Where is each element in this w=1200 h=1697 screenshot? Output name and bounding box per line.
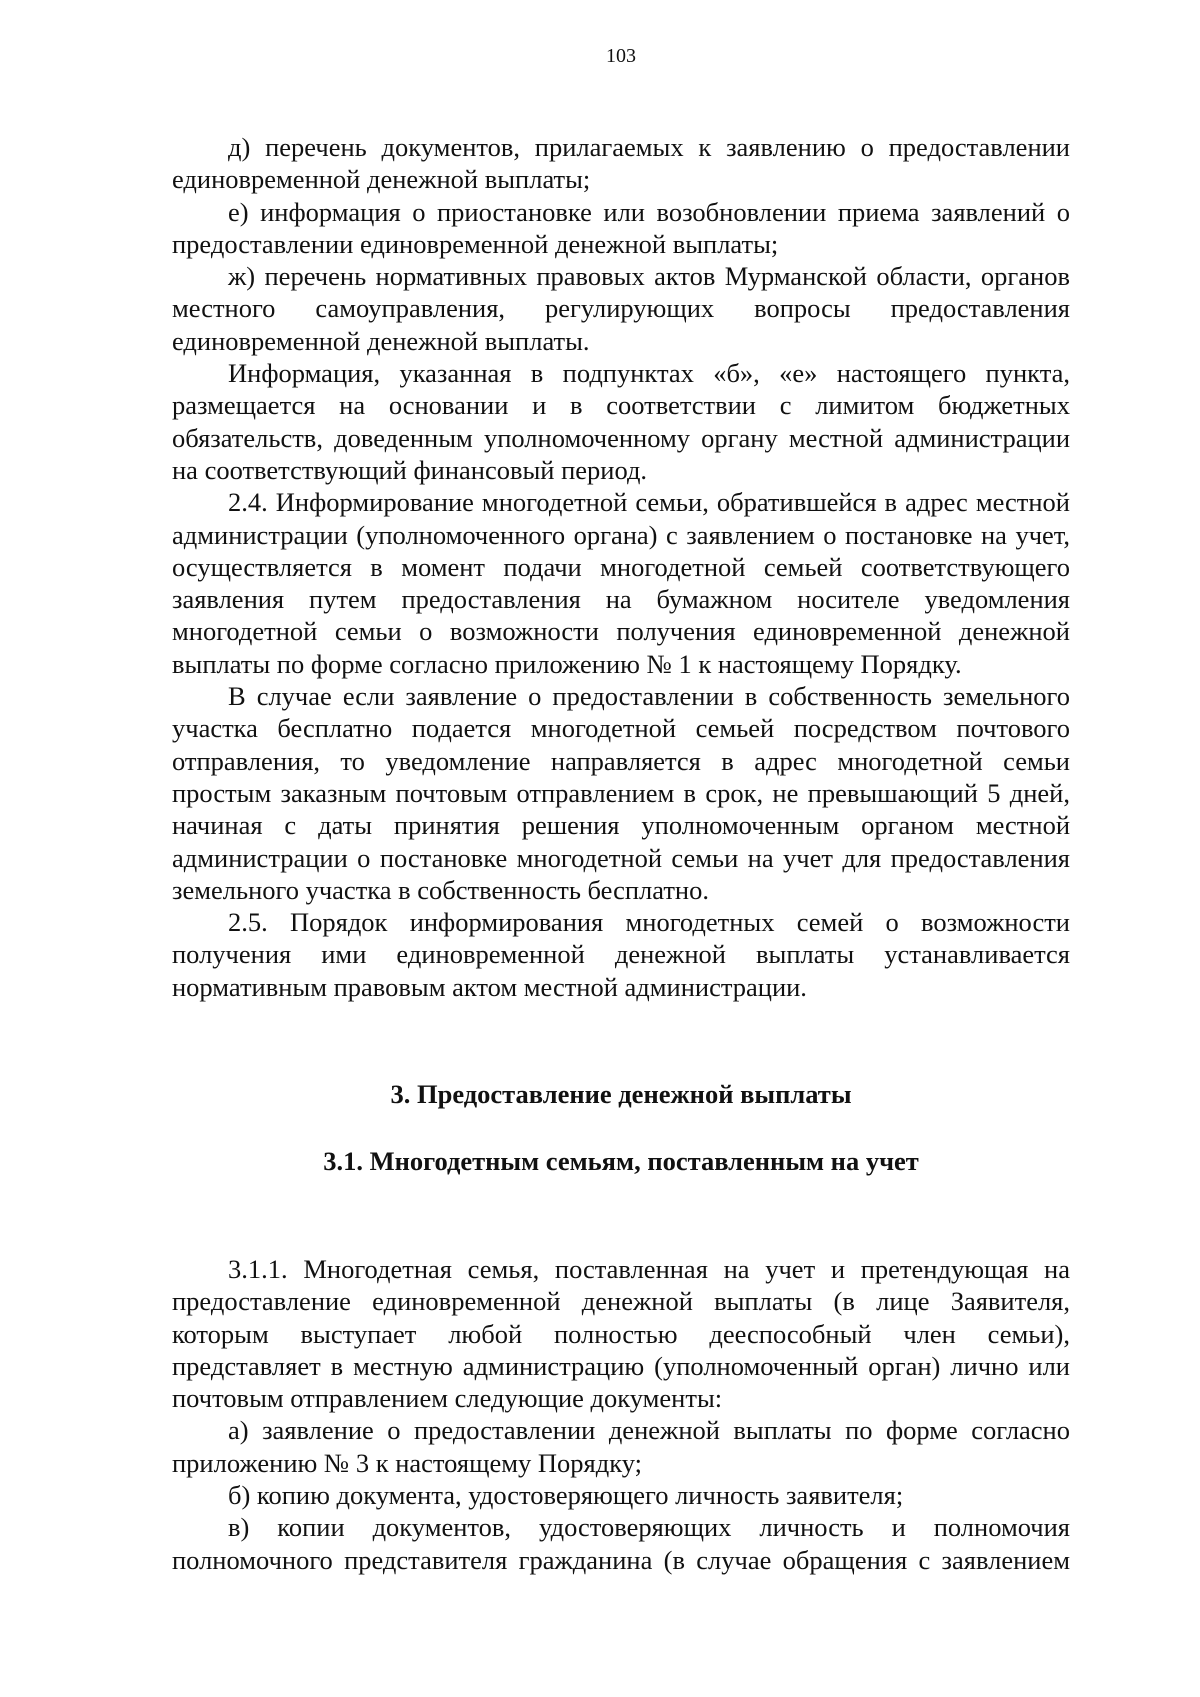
paragraph-item-b: б) копию документа, удостоверяющего личность заявителя; bbox=[228, 1480, 904, 1511]
text-block-top bbox=[172, 131, 1070, 1003]
paragraph-postal-case: В случае если заявление о предоставлении в собственность земельного участка бесплатно подается многодетной семьей посредством почтового отправления, то уведомление направляется в адрес многодетной семьи простым заказным почтовым отправлением в срок, не превышающий 5 дней, начиная с даты принятия решения уполномоченным органом местной администрации о постановке многодетной семьи на учет для предоставления земельного участка в собственность бесплатно. bbox=[172, 681, 1070, 905]
paragraph-2-5: 2.5. Порядок информирования многодетных семей о возможности получения ими единовременной денежной выплаты устанавливается нормативным правовым актом местной администрации. bbox=[172, 907, 1070, 1002]
page-number: 103 bbox=[606, 45, 636, 67]
paragraph-item-e: е) информация о приостановке или возобновлении приема заявлений о предоставлении единовременной денежной выплаты; bbox=[172, 196, 1070, 259]
paragraph-2-4: 2.4. Информирование многодетной семьи, обратившейся в адрес местной администрации (уполномоченного органа) с заявлением о постановке на учет, осуществляется в момент подачи многодетной семьей соответствующего заявления путем предоставления на бумажном носителе уведомления многодетной семьи о возможности получения единовременной денежной выплаты по форме согласно приложению № 1 к настоящему Порядку. bbox=[172, 487, 1070, 679]
paragraph-item-v: в) копии документов, удостоверяющих личность и полномочия полномочного представителя гражданина (в случае обращения с заявлением bbox=[172, 1512, 1070, 1575]
subsection-heading: 3.1. Многодетным семьям, поставленным на учет bbox=[323, 1146, 919, 1176]
text-block-bottom bbox=[172, 1253, 1070, 1576]
paragraph-3-1-1: 3.1.1. Многодетная семья, поставленная на учет и претендующая на предоставление единовременной денежной выплаты (в лице Заявителя, которым выступает любой полностью дееспособный член семьи), представляет в местную администрацию (уполномоченный орган) лично или почтовым отправлением следующие документы: bbox=[172, 1254, 1070, 1414]
paragraph-item-a: а) заявление о предоставлении денежной выплаты по форме согласно приложению № 3 к настоящему Порядку; bbox=[172, 1415, 1070, 1478]
paragraph-item-d: д) перечень документов, прилагаемых к заявлению о предоставлении единовременной денежной выплаты; bbox=[172, 132, 1070, 195]
paragraph-item-zh: ж) перечень нормативных правовых актов Мурманской области, органов местного самоуправления, регулирующих вопросы предоставления единовременной денежной выплаты. bbox=[172, 261, 1070, 356]
paragraph-information-note: Информация, указанная в подпунктах «б», «е» настоящего пункта, размещается на основании и в соответствии с лимитом бюджетных обязательств, доведенным уполномоченному органу местной администрации на соответствующий финансовый период. bbox=[172, 358, 1070, 485]
section-heading: 3. Предоставление денежной выплаты bbox=[390, 1079, 852, 1109]
